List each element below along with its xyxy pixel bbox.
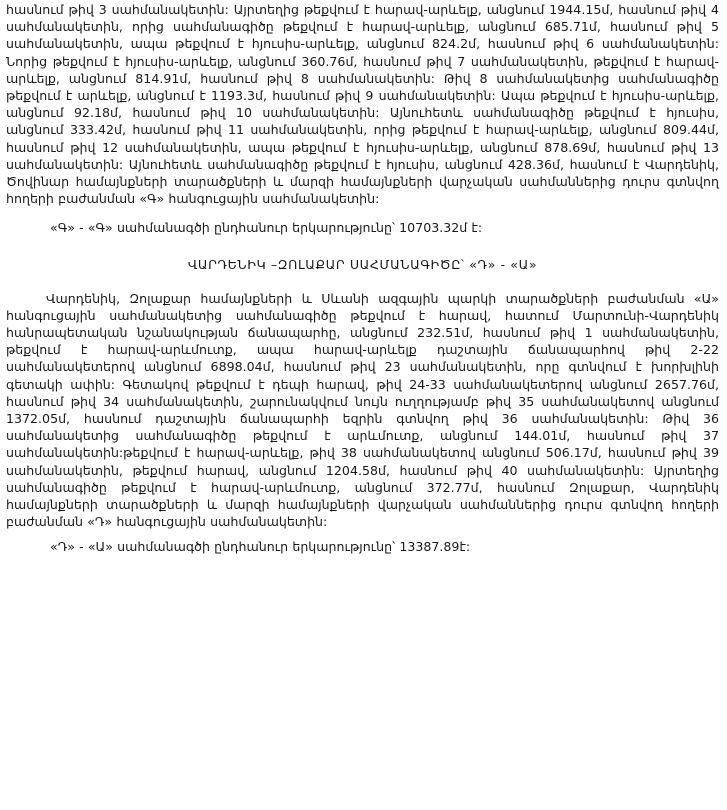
section-2-body-paragraph: Վարդենիկ, Զոլաքար համայնքների և Սևանի ազգային պարկի տարածքների բաժանման «Ա» հանգուցային սահմանակետից սահմանագիծը թեքվում է հարավ, հատում Մարտունի-Վարդենիկ հանրապետական նշանակության ճանապարհը, անցնում 232.51մ, հասնում թիվ 1 սահմանակետին, թեքվում է հարավ-արևմուտք, ապա հարավ-արևելք դաշտային ճանապարհով թիվ 2-22 սահմանակետերով անցնում 6898.04մ, հասնում թիվ 23 սահմանակետին, որը գտնվում է խորխլինի գետակի ափին: Գետակով թեքվում է դեպի հարավ, թիվ 24-33 սահմանակետերով անցնում 2657.76մ, հասնում թիվ 34 սահմանակետին, շարունակվում նույն ուղղությամբ թիվ 35 սահմանակետով անցնում 1372.05մ, հասնում դաշտային ճանապարհի եզրին գտնվող թիվ 36 սահմանակետին: Թիվ 36 սահմանակետից սահմանագիծը թեքվում է արևմուտք, անցնում 144.01մ, հասնում թիվ 37 սահմանակետին:թեքվում է հարավ-արևելք, թիվ 38 սահմանակետով անցնում 506.17մ, հասնում թիվ 39 սահմանակետին, թեքվում հարավ, անցնում 1204.58մ, հասնում թիվ 40 սահմանակետին: Այրտեղից սահմանագիծը թեքվում է հարավ-արևմուտք, անցնում 372.77մ, հասնում Զոլաքար, Վարդենիկ համայնքների տարածքների և մարզի համայնքների վարչական սահմաններից դուրս գտնվող հողերի բաժանման «Դ» հանգուցային սահմանակետին: xyxy=(6,290,719,530)
section-1-closing-line: «Գ» - «Գ» սահմանագծի ընդհանուր երկարությունը՝ 10703.32մ է: xyxy=(50,220,483,236)
spacer xyxy=(6,207,719,219)
section-1-body-paragraph: հասնում թիվ 3 սահմանակետին: Այրտեղից թեքվում է հարավ-արևելք, անցնում 1944.15մ, հասնում թիվ 4 սահմանակետին, որից սահմանագիծը թեքվում է հարավ-արևելք, անցնում 685.71մ, հասնում թիվ 5 սահմանակետին, ապա թեքվում է հյուսիս-արևելք, անցնում 824.2մ, հասնում թիվ 6 սահմանակետին: Նորից թեքվում է հյուսիս-արևելք, անցնում 360.76մ, հասնում թիվ 7 սահմանակետին, թեքվում է հարավ-արևելք, անցնում 814.91մ, հասնում թիվ 8 սահմանակետին: Թիվ 8 սահմանակետից սահմանագիծը թեքվում է արևելք, անցնում է 1193.3մ, հասնում թիվ 9 սահմանակետին: Ապա թեքվում է հյուսիս-արևելք, անցնում 92.18մ, հասնում թիվ 10 սահմանակետին: Այնուհետև սահմանագիծը թեքվում է հյուսիս, անցնում 333.42մ, հասնում թիվ 11 սահմանակետին, որից թեքվում է հարավ-արևելք, անցնում 809.44մ, հասնում թիվ 12 սահմանակետին, ապա թեքվում է հյուսիս-արևելք, անցնում 878.69մ, հասնում թիվ 13 սահմանակետին: Այնուհետև սահմանագիծը թեքվում է հյուսիս, անցնում 428.36մ, հասնում է Վարդենիկ, Ծովինար համայնքների տարածքների և մարզի համայնքների վարչական սահմաններից դուրս գտնվող հողերի բաժանման «Գ» հանգուցային սահմանակետին: xyxy=(6,2,719,207)
spacer xyxy=(6,237,719,257)
section-2-closing-line: «Դ» - «Ա» սահմանագծի ընդհանուր երկարությունը՝ 13387.89է: xyxy=(50,539,471,555)
spacer xyxy=(6,530,719,538)
section-2-heading: ՎԱՐԴԵՆԻԿ –ԶՈԼԱՔԱՐ ՍԱՀՄԱՆԱԳԻԾԸ՝ «Դ» - «Ա» xyxy=(187,256,538,272)
spacer xyxy=(6,272,719,290)
